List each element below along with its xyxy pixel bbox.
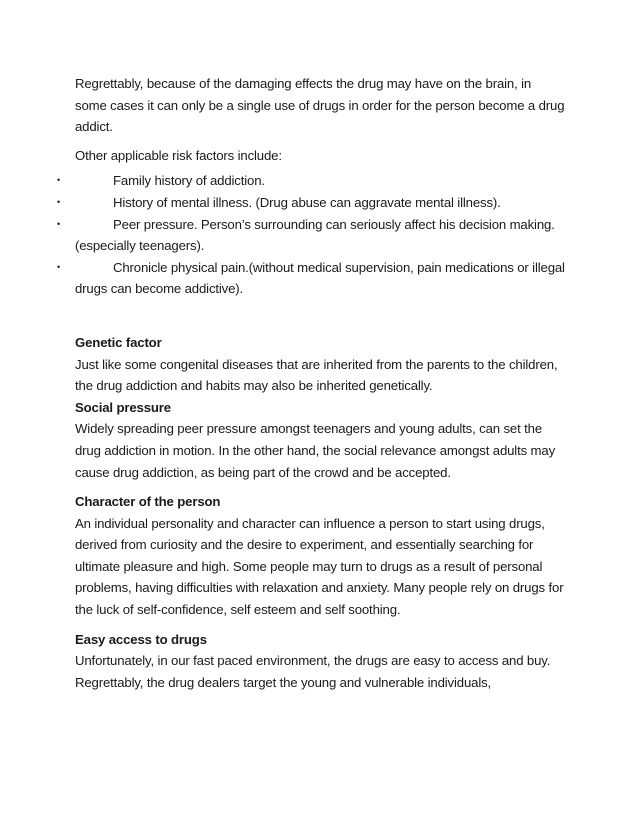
bullet-icon: • (57, 218, 61, 229)
bullet-icon: • (57, 196, 61, 207)
intro-paragraph: Regrettably, because of the damaging effects the drug may have on the brain, in some cases it can only be a single use of drugs in order for the person become a drug addict. (75, 76, 565, 135)
list-item (57, 170, 565, 192)
bullet-icon: • (57, 261, 61, 272)
section-heading: Social pressure (75, 399, 171, 415)
section-body: Widely spreading peer pressure amongst teenagers and young adults, can set the drug addiction in motion. In the other hand, the social relevance amongst adults may cause drug addiction, as being part of the crowd and be accepted. (75, 421, 556, 480)
document-body (57, 73, 565, 693)
section-character-of-the-person (75, 491, 565, 621)
section-easy-access-to-drugs (75, 629, 565, 694)
section-body: An individual personality and character can influence a person to start using drugs, derived from curiosity and the desire to experiment, and essentially searching for ultimate pleasure and high. Some people may turn to drugs as a result of personal problems, having difficulties with relaxation and anxiety. Many people rely on drugs for the luck of self-confidence, self esteem and self soothing. (75, 515, 564, 618)
list-item-text: History of mental illness. (Drug abuse can aggravate mental illness). (113, 194, 501, 210)
bullet-icon: • (57, 175, 61, 186)
list-item (57, 192, 565, 214)
section-heading: Genetic factor (75, 334, 162, 350)
list-item-text: Peer pressure. Person’s surrounding can seriously affect his decision making.(especially teenagers). (75, 216, 555, 254)
list-item-text: Family history of addiction. (113, 173, 265, 189)
risk-factors-list (57, 170, 565, 300)
list-item (57, 257, 565, 300)
section-heading: Character of the person (75, 494, 221, 510)
section-body: Unfortunately, in our fast paced environment, the drugs are easy to access and buy. Regrettably, the drug dealers target the young and vulnerable individuals, (75, 653, 551, 690)
section-genetic-factor (75, 332, 565, 397)
section-heading: Easy access to drugs (75, 631, 207, 647)
list-item (57, 214, 565, 257)
section-social-pressure (75, 397, 565, 483)
section-body: Just like some congenital diseases that are inherited from the parents to the children, the drug addiction and habits may also be inherited genetically. (75, 356, 558, 394)
list-item-text: Chronicle physical pain.(without medical supervision, pain medications or illegal drugs can become addictive). (75, 259, 565, 297)
risk-factors-lead: Other applicable risk factors include: (75, 147, 282, 163)
